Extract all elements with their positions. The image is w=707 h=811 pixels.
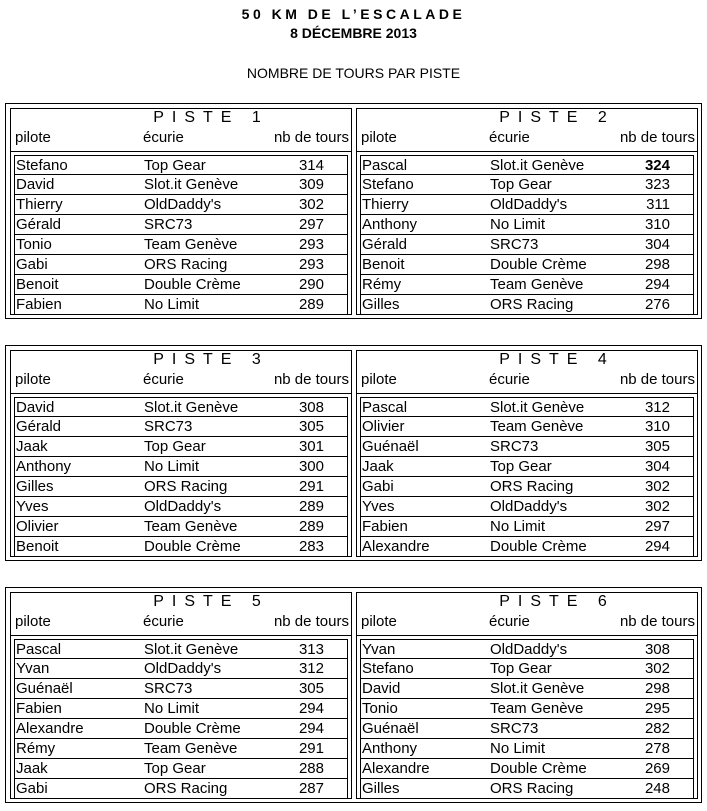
ecurie-cell: No Limit bbox=[490, 740, 546, 757]
pilote-cell: Anthony bbox=[16, 458, 72, 475]
tours-cell: 313 bbox=[298, 641, 324, 658]
ecurie-cell: No Limit bbox=[490, 518, 546, 535]
table-row bbox=[360, 739, 694, 759]
tours-cell: 287 bbox=[298, 780, 324, 797]
ecurie-cell: Top Gear bbox=[490, 660, 552, 677]
tours-cell: 293 bbox=[298, 236, 324, 253]
results-list bbox=[360, 155, 694, 315]
tours-cell: 314 bbox=[298, 157, 324, 174]
piste-title bbox=[357, 109, 697, 127]
header-ecurie: écurie bbox=[143, 129, 184, 146]
tours-cell: 302 bbox=[298, 196, 324, 213]
table-row bbox=[360, 659, 694, 679]
table-row bbox=[360, 155, 694, 175]
table-row bbox=[14, 719, 348, 739]
header-tours: nb de tours bbox=[273, 129, 349, 146]
results-list bbox=[14, 639, 348, 799]
table-row bbox=[360, 779, 694, 799]
ecurie-cell: OldDaddy's bbox=[490, 641, 568, 658]
table-row bbox=[14, 477, 348, 497]
table-row bbox=[360, 497, 694, 517]
piste-title bbox=[357, 593, 697, 611]
tours-cell: 312 bbox=[298, 660, 324, 677]
piste-block-2 bbox=[5, 345, 702, 561]
tours-cell: 295 bbox=[644, 700, 670, 717]
header-tours: nb de tours bbox=[273, 371, 349, 388]
table-row bbox=[14, 175, 348, 195]
tours-cell: 305 bbox=[298, 418, 324, 435]
tours-cell: 302 bbox=[644, 660, 670, 677]
tours-cell: 289 bbox=[298, 518, 324, 535]
tours-cell: 282 bbox=[644, 720, 670, 737]
ecurie-cell: ORS Racing bbox=[144, 780, 228, 797]
table-row bbox=[14, 417, 348, 437]
header-tours: nb de tours bbox=[619, 613, 695, 630]
table-row bbox=[360, 437, 694, 457]
ecurie-cell: Double Crème bbox=[144, 276, 241, 293]
header-ecurie: écurie bbox=[489, 613, 530, 630]
table-row bbox=[14, 659, 348, 679]
ecurie-cell: Double Crème bbox=[144, 720, 241, 737]
results-list bbox=[360, 639, 694, 799]
ecurie-cell: ORS Racing bbox=[144, 256, 228, 273]
tours-cell: 294 bbox=[298, 720, 324, 737]
tours-cell: 311 bbox=[646, 196, 670, 213]
results-list bbox=[14, 397, 348, 557]
pilote-cell: Guénaël bbox=[362, 438, 419, 455]
piste-title-text: PISTE 4 bbox=[499, 351, 615, 368]
ecurie-cell: Team Genève bbox=[490, 276, 584, 293]
pilote-cell: Gabi bbox=[362, 478, 394, 495]
tours-cell: 297 bbox=[298, 216, 324, 233]
pilote-cell: Thierry bbox=[16, 196, 63, 213]
table-row bbox=[14, 275, 348, 295]
pilote-cell: Gilles bbox=[16, 478, 54, 495]
table-row bbox=[14, 699, 348, 719]
event-date: 8 DÉCEMBRE 2013 bbox=[290, 25, 417, 41]
piste-title bbox=[11, 351, 351, 369]
tours-cell: 283 bbox=[298, 538, 324, 555]
tours-cell: 289 bbox=[298, 498, 324, 515]
column-headers bbox=[357, 370, 697, 390]
tours-cell: 297 bbox=[644, 518, 670, 535]
tours-cell: 278 bbox=[644, 740, 670, 757]
column-headers bbox=[357, 128, 697, 148]
ecurie-cell: Slot.it Genève bbox=[490, 399, 585, 416]
ecurie-cell: Double Crème bbox=[490, 538, 587, 555]
ecurie-cell: ORS Racing bbox=[490, 780, 574, 797]
table-row bbox=[14, 255, 348, 275]
piste-block-3 bbox=[5, 587, 702, 803]
pilote-cell: Benoit bbox=[16, 538, 59, 555]
piste-table-1 bbox=[10, 108, 352, 315]
ecurie-cell: Slot.it Genève bbox=[490, 157, 585, 174]
ecurie-cell: Top Gear bbox=[144, 157, 206, 174]
pilote-cell: Gérald bbox=[16, 418, 62, 435]
table-row bbox=[14, 497, 348, 517]
pilote-cell: Guénaël bbox=[16, 680, 73, 697]
pilote-cell: Rémy bbox=[16, 740, 56, 757]
ecurie-cell: No Limit bbox=[490, 216, 546, 233]
tours-cell: 301 bbox=[298, 438, 324, 455]
ecurie-cell: Slot.it Genève bbox=[144, 641, 239, 658]
piste-title bbox=[11, 109, 351, 127]
ecurie-cell: ORS Racing bbox=[144, 478, 228, 495]
tours-cell: 269 bbox=[644, 760, 670, 777]
header-pilote: pilote bbox=[15, 371, 51, 388]
ecurie-cell: SRC73 bbox=[144, 418, 193, 435]
ecurie-cell: OldDaddy's bbox=[490, 498, 568, 515]
header-pilote: pilote bbox=[361, 371, 397, 388]
header-pilote: pilote bbox=[361, 129, 397, 146]
table-row bbox=[360, 759, 694, 779]
pilote-cell: Olivier bbox=[362, 418, 405, 435]
pilote-cell: Tonio bbox=[362, 700, 398, 717]
piste-table-4 bbox=[356, 350, 698, 557]
table-row bbox=[360, 537, 694, 557]
table-row bbox=[360, 517, 694, 537]
ecurie-cell: SRC73 bbox=[490, 720, 539, 737]
pilote-cell: Pascal bbox=[362, 399, 408, 416]
pilote-cell: Gabi bbox=[16, 256, 48, 273]
tours-cell: 294 bbox=[644, 538, 670, 555]
header-tours: nb de tours bbox=[273, 613, 349, 630]
page-subtitle: NOMBRE DE TOURS PAR PISTE bbox=[246, 65, 461, 81]
tours-cell: 290 bbox=[298, 276, 324, 293]
ecurie-cell: Team Genève bbox=[490, 700, 584, 717]
header-divider bbox=[357, 635, 697, 636]
pilote-cell: Yvan bbox=[16, 660, 50, 677]
tours-cell: 304 bbox=[644, 458, 670, 475]
pilote-cell: Alexandre bbox=[16, 720, 84, 737]
ecurie-cell: ORS Racing bbox=[490, 478, 574, 495]
ecurie-cell: Top Gear bbox=[490, 458, 552, 475]
tours-cell: 309 bbox=[298, 176, 324, 193]
ecurie-cell: ORS Racing bbox=[490, 296, 574, 313]
ecurie-cell: SRC73 bbox=[490, 438, 539, 455]
ecurie-cell: OldDaddy's bbox=[144, 660, 222, 677]
pilote-cell: Gérald bbox=[362, 236, 408, 253]
ecurie-cell: OldDaddy's bbox=[490, 196, 568, 213]
header-divider bbox=[11, 393, 351, 394]
column-headers bbox=[11, 612, 351, 632]
pilote-cell: Stefano bbox=[362, 660, 414, 677]
tours-cell: 302 bbox=[644, 498, 670, 515]
event-title: 50 KM DE L’ESCALADE bbox=[241, 6, 466, 22]
header-pilote: pilote bbox=[15, 129, 51, 146]
table-row bbox=[360, 275, 694, 295]
pilote-cell: David bbox=[16, 399, 55, 416]
pilote-cell: Anthony bbox=[362, 216, 418, 233]
ecurie-cell: Team Genève bbox=[144, 236, 238, 253]
ecurie-cell: OldDaddy's bbox=[144, 196, 222, 213]
ecurie-cell: SRC73 bbox=[490, 236, 539, 253]
ecurie-cell: Team Genève bbox=[490, 418, 584, 435]
pilote-cell: Tonio bbox=[16, 236, 52, 253]
pilote-cell: Anthony bbox=[362, 740, 418, 757]
table-row bbox=[360, 457, 694, 477]
ecurie-cell: Top Gear bbox=[490, 176, 552, 193]
table-row bbox=[14, 759, 348, 779]
table-row bbox=[14, 195, 348, 215]
ecurie-cell: Top Gear bbox=[144, 760, 206, 777]
table-row bbox=[14, 437, 348, 457]
table-row bbox=[14, 155, 348, 175]
tours-cell: 300 bbox=[298, 458, 324, 475]
header-divider bbox=[11, 635, 351, 636]
ecurie-cell: Slot.it Genève bbox=[490, 680, 585, 697]
tours-cell: 298 bbox=[644, 256, 670, 273]
ecurie-cell: Team Genève bbox=[144, 740, 238, 757]
pilote-cell: Alexandre bbox=[362, 538, 430, 555]
header-divider bbox=[357, 151, 697, 152]
header-pilote: pilote bbox=[361, 613, 397, 630]
ecurie-cell: SRC73 bbox=[144, 680, 193, 697]
header-ecurie: écurie bbox=[489, 129, 530, 146]
piste-table-3 bbox=[10, 350, 352, 557]
table-row bbox=[14, 779, 348, 799]
pilote-cell: Yves bbox=[362, 498, 395, 515]
results-list bbox=[360, 397, 694, 557]
tours-cell: 294 bbox=[644, 276, 670, 293]
ecurie-cell: No Limit bbox=[144, 700, 200, 717]
piste-table-2 bbox=[356, 108, 698, 315]
column-headers bbox=[11, 128, 351, 148]
pilote-cell: Rémy bbox=[362, 276, 402, 293]
tours-cell: 291 bbox=[298, 740, 324, 757]
pilote-cell: Fabien bbox=[16, 700, 62, 717]
ecurie-cell: OldDaddy's bbox=[144, 498, 222, 515]
tours-cell: 310 bbox=[644, 216, 670, 233]
header-tours: nb de tours bbox=[619, 371, 695, 388]
table-row bbox=[360, 719, 694, 739]
tours-cell: 293 bbox=[298, 256, 324, 273]
ecurie-cell: No Limit bbox=[144, 296, 200, 313]
pilote-cell: Guénaël bbox=[362, 720, 419, 737]
tours-cell: 312 bbox=[644, 399, 670, 416]
pilote-cell: Alexandre bbox=[362, 760, 430, 777]
ecurie-cell: Double Crème bbox=[144, 538, 241, 555]
pilote-cell: Stefano bbox=[16, 157, 68, 174]
table-row bbox=[14, 537, 348, 557]
pilote-cell: Gérald bbox=[16, 216, 62, 233]
header-tours: nb de tours bbox=[619, 129, 695, 146]
piste-title-text: PISTE 2 bbox=[499, 109, 615, 126]
pilote-cell: Yves bbox=[16, 498, 49, 515]
tours-cell: 298 bbox=[644, 680, 670, 697]
pilote-cell: Gilles bbox=[362, 296, 400, 313]
header-divider bbox=[11, 151, 351, 152]
pilote-cell: Pascal bbox=[16, 641, 62, 658]
ecurie-cell: SRC73 bbox=[144, 216, 193, 233]
tours-cell: 304 bbox=[644, 236, 670, 253]
tours-cell: 248 bbox=[644, 780, 670, 797]
tours-cell: 276 bbox=[644, 296, 670, 313]
ecurie-cell: Double Crème bbox=[490, 256, 587, 273]
table-row bbox=[360, 639, 694, 659]
table-row bbox=[360, 295, 694, 315]
tours-cell: 308 bbox=[644, 641, 670, 658]
pilote-cell: David bbox=[362, 680, 401, 697]
piste-title-text: PISTE 3 bbox=[153, 351, 269, 368]
ecurie-cell: Top Gear bbox=[144, 438, 206, 455]
pilote-cell: David bbox=[16, 176, 55, 193]
table-row bbox=[14, 397, 348, 417]
tours-cell: 305 bbox=[298, 680, 324, 697]
piste-title-text: PISTE 5 bbox=[153, 593, 269, 610]
table-row bbox=[360, 477, 694, 497]
piste-title bbox=[357, 351, 697, 369]
pilote-cell: Fabien bbox=[16, 296, 62, 313]
table-row bbox=[360, 175, 694, 195]
tours-cell: 289 bbox=[298, 296, 324, 313]
pilote-cell: Pascal bbox=[362, 157, 408, 174]
pilote-cell: Jaak bbox=[362, 458, 394, 475]
header-ecurie: écurie bbox=[143, 371, 184, 388]
ecurie-cell: Double Crème bbox=[490, 760, 587, 777]
tours-cell: 302 bbox=[644, 478, 670, 495]
table-row bbox=[14, 739, 348, 759]
table-row bbox=[360, 215, 694, 235]
table-row bbox=[14, 235, 348, 255]
pilote-cell: Fabien bbox=[362, 518, 408, 535]
ecurie-cell: Team Genève bbox=[144, 518, 238, 535]
table-row bbox=[14, 639, 348, 659]
tours-cell: 305 bbox=[644, 438, 670, 455]
header-ecurie: écurie bbox=[489, 371, 530, 388]
pilote-cell: Benoit bbox=[16, 276, 59, 293]
tours-cell: 308 bbox=[298, 399, 324, 416]
pilote-cell: Yvan bbox=[362, 641, 396, 658]
column-headers bbox=[11, 370, 351, 390]
table-row bbox=[14, 295, 348, 315]
pilote-cell: Gabi bbox=[16, 780, 48, 797]
pilote-cell: Jaak bbox=[16, 760, 48, 777]
piste-table-5 bbox=[10, 592, 352, 799]
tours-cell: 310 bbox=[644, 418, 670, 435]
results-list bbox=[14, 155, 348, 315]
tours-cell: 323 bbox=[644, 176, 670, 193]
piste-title-text: PISTE 6 bbox=[499, 593, 615, 610]
tours-cell: 324 bbox=[644, 157, 670, 174]
ecurie-cell: No Limit bbox=[144, 458, 200, 475]
column-headers bbox=[357, 612, 697, 632]
piste-table-6 bbox=[356, 592, 698, 799]
piste-block-1 bbox=[5, 103, 702, 319]
table-row bbox=[360, 195, 694, 215]
piste-title-text: PISTE 1 bbox=[153, 109, 269, 126]
table-row bbox=[360, 255, 694, 275]
table-row bbox=[14, 517, 348, 537]
pilote-cell: Thierry bbox=[362, 196, 409, 213]
header-pilote: pilote bbox=[15, 613, 51, 630]
pilote-cell: Olivier bbox=[16, 518, 59, 535]
piste-title bbox=[11, 593, 351, 611]
table-row bbox=[360, 397, 694, 417]
table-row bbox=[360, 699, 694, 719]
table-row bbox=[14, 457, 348, 477]
header-divider bbox=[357, 393, 697, 394]
table-row bbox=[360, 235, 694, 255]
ecurie-cell: Slot.it Genève bbox=[144, 176, 239, 193]
pilote-cell: Stefano bbox=[362, 176, 414, 193]
pilote-cell: Jaak bbox=[16, 438, 48, 455]
table-row bbox=[14, 679, 348, 699]
table-row bbox=[14, 215, 348, 235]
table-row bbox=[360, 417, 694, 437]
pilote-cell: Benoit bbox=[362, 256, 405, 273]
tours-cell: 288 bbox=[298, 760, 324, 777]
ecurie-cell: Slot.it Genève bbox=[144, 399, 239, 416]
table-row bbox=[360, 679, 694, 699]
tours-cell: 291 bbox=[298, 478, 324, 495]
tours-cell: 294 bbox=[298, 700, 324, 717]
header-ecurie: écurie bbox=[143, 613, 184, 630]
pilote-cell: Gilles bbox=[362, 780, 400, 797]
